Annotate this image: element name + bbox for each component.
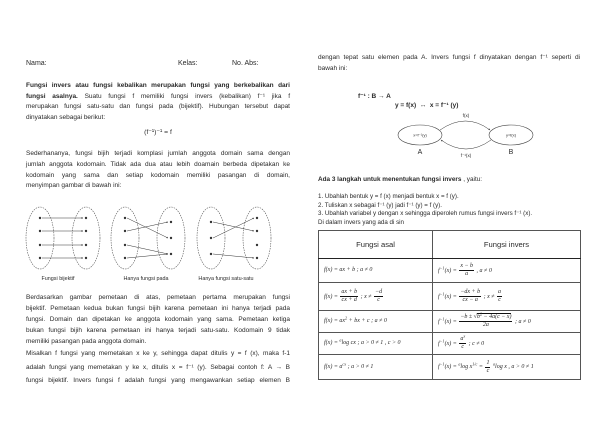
denominator [459, 297, 481, 304]
inverse-map-arrow [441, 140, 491, 149]
inverse-function-cell [433, 333, 581, 355]
text-run: f(x) = ax [324, 318, 346, 325]
superscript: −1 [439, 265, 445, 271]
original-function-cell [319, 333, 433, 355]
formula [324, 315, 387, 325]
mapping-label-bijective: Fungsi bijektif [41, 276, 75, 282]
text-run: bukan fungsi bijih karena pemetaan ini hanya terjadi satu-satu. Kodomain 9 tidak [26, 327, 290, 334]
text-run: 2a [482, 322, 489, 328]
inverse-function-cell [433, 283, 581, 311]
mapping-label-onto: Hanya fungsi pada [123, 276, 169, 282]
fraction [459, 333, 466, 351]
text-run: c [498, 297, 501, 303]
text-run: (x) = [444, 318, 459, 325]
mapping-arrow [127, 222, 168, 231]
mapping-arrow [127, 245, 168, 254]
forward-map-arrow [440, 121, 490, 130]
numerator [459, 263, 474, 271]
text-run: dinyatakan sebagai berikut: [26, 114, 106, 122]
text-run: ; x ≠ [482, 293, 497, 300]
set-a-label: A [417, 149, 423, 156]
text-line [26, 347, 290, 361]
text-run: = [477, 364, 485, 371]
mapping-arrow [213, 254, 254, 258]
codomain-element [170, 237, 172, 239]
inverse-function-cell [433, 311, 581, 333]
codomain-element [85, 257, 87, 259]
table-row [319, 355, 581, 380]
superscript: a [339, 337, 342, 343]
fraction [497, 289, 502, 304]
bold-text-run: Fungsi invers atau fungsi kebalikan merupakan fungsi yang berkebalikan dari [26, 82, 290, 89]
inverse-function-diagram [398, 113, 533, 158]
mapping-diagram-bijective [26, 207, 100, 269]
codomain-element [256, 230, 258, 232]
superscript: −1 [439, 362, 445, 368]
domain-element [39, 257, 41, 259]
table-row [319, 333, 581, 355]
text-run: fungsi. Domain dan dipetakan ke anggota kodomain yang sama. Pemetaan ketiga [26, 316, 290, 323]
text-run: ; x ≠ [359, 293, 374, 300]
text-run: (x) = [444, 267, 459, 274]
domain-element [39, 244, 41, 246]
original-function-cell [319, 311, 433, 333]
text-line [318, 64, 580, 75]
formula [438, 311, 531, 328]
square-root [474, 313, 512, 320]
denominator [459, 271, 474, 278]
text-run: f [438, 340, 440, 347]
numerator [340, 289, 358, 297]
forward-map-label: f(x) [462, 113, 470, 118]
inverse-formula-table [318, 230, 581, 380]
mapping-diagram-onto [111, 207, 185, 269]
set-a-ellipse [398, 125, 442, 145]
text-run: 2. Tuliskan x sebagai f⁻¹ (y) jadi f⁻¹ (y) = f (y). [318, 201, 442, 209]
domain-element [124, 217, 126, 219]
codomain-element [85, 230, 87, 232]
text-run: f(x) = [324, 340, 340, 347]
text-run: ; a ≠ 0 [513, 318, 531, 325]
text-line [318, 175, 580, 185]
text-run: − 4a(c − x) [482, 314, 512, 321]
text-line [26, 374, 290, 388]
formula [324, 289, 384, 303]
text-run: , a ≠ 0 [475, 267, 492, 274]
domain-element [124, 244, 126, 246]
table-row [319, 259, 581, 283]
codomain-element [256, 217, 258, 219]
inverse-function-cell [433, 355, 581, 380]
text-run: memiliki pasangan pada anggota domain. [26, 338, 147, 345]
domain-set [26, 207, 54, 269]
text-line [26, 181, 290, 192]
text-run: c [377, 297, 380, 303]
text-run: dengan tepat satu elemen pada A. Invers fungsi f dinyatakan dengan f⁻¹ seperti di [318, 54, 580, 61]
column-header-original: Fungsi asal [319, 231, 433, 259]
text-run: f(x) = ax + b ; a ≠ 0 [324, 267, 373, 274]
bold-text-run: fungsi asalnya. [26, 92, 78, 100]
domain-element [39, 217, 41, 219]
text-run: bawah ini: [318, 64, 348, 72]
text-line [26, 303, 290, 314]
domain-element [210, 237, 212, 239]
codomain-set [243, 207, 271, 269]
radicand [477, 313, 512, 320]
set-a-element: x=f⁻¹(y) [413, 132, 427, 138]
text-run: adalah fungsi yang memetakan y ke x, ditulis x = f⁻¹ (y). Sebagai contoh f: A → B [26, 363, 290, 371]
numerator [459, 333, 466, 344]
inverse-identity-formula: (f⁻¹)⁻¹ = f [144, 129, 172, 136]
text-run: f [438, 293, 440, 300]
domain-set [111, 207, 139, 269]
formula [324, 267, 372, 273]
formula [438, 359, 534, 374]
fraction [374, 289, 383, 304]
formula [438, 263, 492, 277]
original-function-cell [319, 355, 433, 380]
mapping-label-one-to-one: Hanya fungsi satu-satu [198, 276, 254, 282]
text-run: fungsi bijektif. Invers fungsi f adalah fungsi yang mengawankan setiap elemen B [26, 377, 290, 384]
table-row [319, 311, 581, 333]
text-run: menyimpan gambar di bawah ini: [26, 182, 122, 190]
text-line [26, 292, 290, 303]
text-line [318, 53, 580, 64]
text-run: c [461, 344, 465, 350]
fraction [459, 289, 481, 304]
domain-set [197, 207, 225, 269]
text-run: log x [460, 364, 473, 371]
numerator [459, 289, 481, 297]
text-run: a [460, 336, 464, 343]
text-line [318, 210, 580, 219]
codomain-set [72, 207, 100, 269]
text-run: b [476, 314, 480, 321]
text-run: , yaitu: [461, 176, 483, 183]
student-identity-header [26, 58, 286, 69]
domain-element [210, 253, 212, 255]
text-run: cx + d [341, 297, 357, 303]
mapping-arrow [213, 222, 254, 231]
text-line [26, 361, 290, 375]
superscript: −1 [439, 316, 445, 322]
superscript: 2 [479, 311, 483, 317]
numerator [497, 289, 502, 297]
text-run: ; c ≠ 0 [467, 340, 485, 347]
denominator [459, 344, 466, 351]
inverse-notation: f⁻¹ : B → A [358, 93, 391, 100]
text-run: c [486, 367, 490, 374]
codomain-element [256, 244, 258, 246]
formula [324, 361, 374, 370]
codomain-element [85, 244, 87, 246]
original-function-cell [319, 283, 433, 311]
text-run: a [465, 271, 469, 277]
superscript: −1 [439, 291, 445, 297]
text-run: (x) = [444, 293, 459, 300]
fraction [459, 263, 474, 278]
text-run: 1. Ubahlah bentuk y = f (x) menjadi bentuk x = f (y). [318, 193, 459, 200]
codomain-set [157, 207, 185, 269]
text-run: f [438, 267, 440, 274]
mapping-arrow [127, 218, 168, 238]
text-run: + bx + c ; a ≠ 0 [347, 318, 387, 325]
table-header-row [319, 231, 581, 259]
text-line [318, 202, 580, 211]
domain-element [210, 221, 212, 223]
text-run: 3. Ubahlah variabel y dengan x sehingga diperoleh rumus fungsi invers f⁻¹ (x). [318, 210, 533, 218]
mapping-arrow [127, 254, 168, 258]
text-run: f(x) = [324, 293, 340, 300]
denominator [340, 297, 358, 304]
domain-element [39, 230, 41, 232]
text-run: (x) = [444, 340, 459, 347]
text-run: 1 [486, 359, 490, 366]
numerator [485, 360, 490, 368]
text-run: jumlah anggota kodomain. Tidak ada dua atau lebih doamain berbeda dipetakan ke [26, 160, 290, 168]
text-line [26, 336, 290, 347]
class-label: Kelas: [178, 60, 198, 67]
text-run: Misalkan f fungsi yang memetakan x ke y, sehingga dapat ditulis y = f (x), maka f-1 [26, 350, 290, 357]
text-run: kodomain yang sama dan setiap kodomain memiliki pasangan di domain, [26, 171, 290, 179]
fraction [459, 311, 512, 329]
text-run: (x) = [444, 364, 459, 371]
codomain-element [170, 253, 172, 255]
column-header-inverse: Fungsi invers [433, 231, 581, 259]
steps-list [318, 193, 580, 227]
text-line [26, 171, 290, 182]
set-b-ellipse [489, 125, 533, 145]
paragraph-inverse-notation [26, 347, 290, 388]
text-run: f(x) = a [324, 363, 343, 370]
text-run: −dx + b [460, 289, 481, 296]
text-run: log x , a > 0 ≠ 1 [495, 364, 534, 371]
text-run: f [438, 364, 440, 371]
superscript: cx [342, 361, 347, 367]
text-run: x − b [460, 263, 474, 270]
codomain-element [256, 257, 258, 259]
set-b-element: y=f(x) [505, 132, 517, 138]
domain-element [124, 257, 126, 259]
denominator [497, 297, 502, 304]
inverse-map-label: f⁻¹(x) [460, 153, 472, 158]
domain-element [124, 230, 126, 232]
set-b-label: B [508, 149, 514, 156]
table-row [319, 283, 581, 311]
text-line [26, 314, 290, 325]
number-label: No. Abs: [232, 60, 259, 67]
text-run: bijektif. Pemetaan kedua bukan fungsi bijih karena pemetaan ini hanya terjadi pada [26, 305, 290, 312]
numerator [374, 289, 383, 297]
steps-intro [318, 175, 580, 185]
text-line [26, 102, 290, 113]
paragraph-mapping-explanation [26, 292, 290, 347]
fraction [485, 360, 490, 375]
fraction [340, 289, 358, 304]
text-run: f [438, 318, 440, 325]
text-run: a [498, 289, 502, 296]
original-function-cell [319, 259, 433, 283]
formula [324, 337, 401, 347]
formula [438, 333, 485, 350]
mapping-diagram-one-to-one [197, 207, 271, 269]
codomain-element [85, 217, 87, 219]
paragraph-bijective [26, 149, 290, 192]
text-run: ax + b [341, 289, 358, 296]
text-line [26, 92, 290, 103]
text-run: ; a > 0 ≠ 1 [346, 363, 374, 370]
paragraph-definition [26, 81, 290, 124]
text-line [318, 219, 580, 228]
text-line [26, 325, 290, 336]
bold-text-run: Ada 3 langkah untuk menentukan fungsi invers [318, 176, 462, 183]
denominator [374, 297, 383, 304]
denominator [485, 368, 490, 375]
superscript: a [492, 362, 496, 368]
text-run: Sederhananya, fungsi bijih terjadi komplasi jumlah anggota domain sama dengan [26, 150, 290, 157]
text-run: −d [375, 289, 383, 296]
text-run: −b ± [460, 314, 474, 321]
superscript: 2 [345, 315, 348, 321]
text-run: Berdasarkan gambar pemetaan di atas, pemetaan pertama merupakan fungsi [26, 294, 290, 301]
paragraph-inverse-continued [318, 53, 580, 74]
text-run: cx − a [462, 297, 478, 303]
text-line [26, 149, 290, 160]
text-line [26, 81, 290, 92]
denominator [459, 322, 512, 329]
superscript: a [458, 362, 461, 368]
codomain-element [170, 221, 172, 223]
text-run: Di dalam invers yang ada di sin [318, 218, 404, 226]
superscript: −1 [439, 338, 445, 344]
mapping-arrow [213, 218, 254, 238]
text-line [26, 113, 290, 124]
text-line [26, 160, 290, 171]
numerator [459, 311, 512, 322]
text-run: Suatu fungsi f memiliki fungsi invers (kebalikan) f⁻¹ jika f [77, 92, 290, 100]
name-label: Nama: [26, 60, 47, 67]
formula [438, 289, 503, 303]
inverse-relation: y = f(x) ↔ x = f⁻¹ (y) [395, 102, 459, 109]
text-run: merupakan fungsi satu-satu dan fungsi pada (bijektif). Hubungan tersebut dapat [26, 103, 290, 111]
text-run: log cx ; a > 0 ≠ 1 , c > 0 [341, 340, 401, 347]
superscript: x [463, 333, 466, 339]
text-line [318, 193, 580, 202]
superscript: 1/c [472, 362, 478, 368]
inverse-function-cell [433, 259, 581, 283]
